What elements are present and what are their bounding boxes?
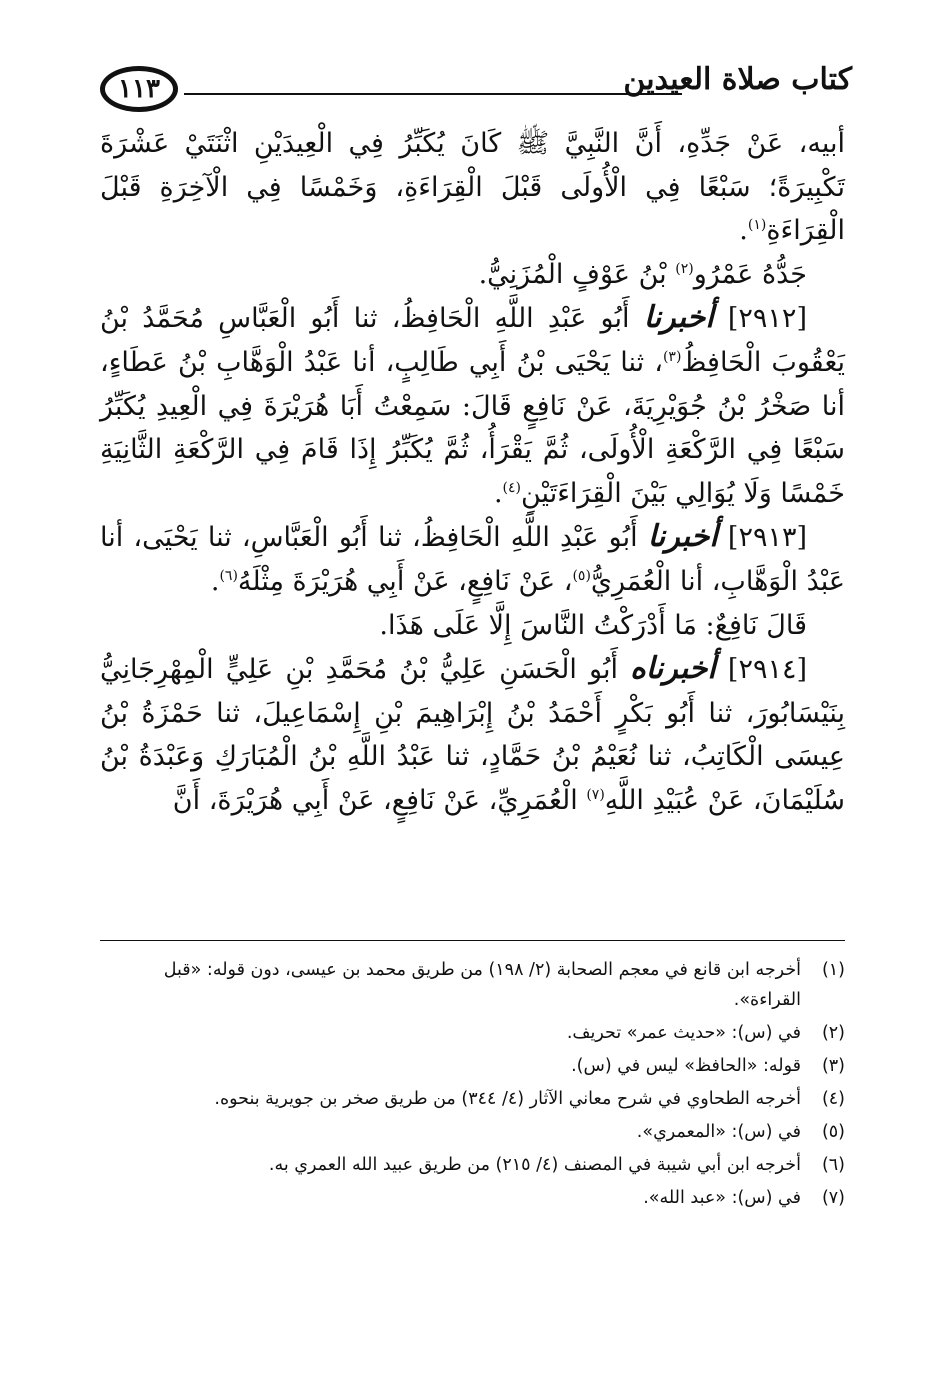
- footnote-text: أخرجه ابن أبي شيبة في المصنف (٤/ ٢١٥) من طريق عبيد الله العمري به.: [268, 1155, 801, 1175]
- footnote-ref-2[interactable]: (٢): [675, 260, 694, 277]
- footnote-ref-1[interactable]: (١): [747, 217, 767, 234]
- header-rule: [184, 93, 682, 95]
- footnote-number: (١): [821, 960, 845, 980]
- footnote-ref-4[interactable]: (٤): [502, 479, 521, 496]
- footnote-number: (٥): [821, 1122, 845, 1142]
- footnote-item: [100, 1117, 845, 1147]
- footnote-text: أخرجه ابن قانع في معجم الصحابة (٢/ ١٩٨) من طريق محمد بن عيسى، دون قوله: «قبل القراءة».: [163, 960, 801, 1010]
- footnote-ref-7[interactable]: (٧): [586, 786, 605, 803]
- transmission-keyword: أخبرنا: [643, 300, 714, 336]
- paragraph-hadith-2913: [٢٩١٣] أخبرنا أَبُو عَبْدِ اللَّهِ الْحَافِظُ، ثنا أَبُو الْعَبَّاسِ، ثنا يَحْيَى، أنا عَبْدُ الْوَهَّابِ، أنا الْعُمَرِيُّ$^{(٥)}$، عَنْ نَافِعٍ، عَنْ أَبِي هُرَيْرَةَ مِثْلَهُ$^{(٦)}$.: [100, 519, 845, 597]
- hadith-number: [٢٩١٣]: [727, 522, 807, 554]
- footnote-ref-3[interactable]: (٣): [662, 348, 682, 365]
- page-number: ١١٣: [100, 66, 178, 112]
- paragraph-hadith-2912: [٢٩١٢] أخبرنا أَبُو عَبْدِ اللَّهِ الْحَافِظُ، ثنا أَبُو الْعَبَّاسِ مُحَمَّدُ بْنُ يَعْقُوبَ الْحَافِظُ$^{(٣)}$، ثنا يَحْيَى بْنُ أَبِي طَالِبٍ، أنا عَبْدُ الْوَهَّابِ بْنُ عَطَاءٍ، أنا صَخْرُ بْنُ جُوَيْرِيَةَ، عَنْ نَافِعٍ قَالَ: سَمِعْتُ أَبَا هُرَيْرَةَ فِي الْعِيدِ يُكَبِّرُ سَبْعًا فِي الرَّكْعَةِ الْأُولَى، ثُمَّ يَقْرَأُ، ثُمَّ يُكَبِّرُ إِذَا قَامَ فِي الرَّكْعَةِ الثَّانِيَةِ خَمْسًا وَلَا يُوَالِي بَيْنَ الْقِرَاءَتَيْنِ$^{(٤)}$.: [100, 300, 845, 509]
- footnote-item: [100, 1183, 845, 1213]
- paragraph-hadith-2914: [٢٩١٤] أخبرناه أَبُو الْحَسَنِ عَلِيُّ بْنُ مُحَمَّدِ بْنِ عَلِيٍّ الْمِهْرِجَانِيُّ بِنَيْسَابُورَ، ثنا أَبُو بَكْرٍ أَحْمَدُ بْنُ إِبْرَاهِيمَ بْنِ إِسْمَاعِيلَ، ثنا حَمْزَةُ بْنُ عِيسَى الْكَاتِبُ، ثنا نُعَيْمُ بْنُ حَمَّادٍ، ثنا عَبْدُ اللَّهِ بْنُ الْمُبَارَكِ وَعَبْدَةُ بْنُ سُلَيْمَانَ، عَنْ عُبَيْدِ اللَّهِ$^{(٧)}$ الْعُمَرِيِّ، عَنْ نَافِعٍ، عَنْ أَبِي هُرَيْرَةَ، أَنَّ: [100, 651, 845, 816]
- running-title: كتاب صلاة العيدين: [623, 62, 852, 97]
- footnotes-section: [100, 955, 845, 1216]
- footnote-item: [100, 1051, 845, 1081]
- footnote-number: (٣): [821, 1056, 845, 1076]
- paragraph-nafi-statement: قَالَ نَافِعٌ: مَا أَدْرَكْتُ النَّاسَ إِلَّا عَلَى هَذَا.: [379, 609, 807, 641]
- footnote-text: قوله: «الحافظ» ليس في (س).: [571, 1056, 801, 1076]
- transmission-keyword: أخبرناه: [630, 651, 716, 687]
- footnote-number: (٦): [821, 1155, 845, 1175]
- footnote-text: في (س): «عبد الله».: [643, 1188, 801, 1208]
- hadith-number: [٢٩١٢]: [727, 303, 807, 335]
- footnote-ref-5[interactable]: (٥): [572, 567, 591, 584]
- page-header: [100, 62, 852, 122]
- footnote-item: [100, 1018, 845, 1048]
- footnote-number: (٤): [821, 1089, 845, 1109]
- paragraph-hadith-continuation: أبيه، عَنْ جَدِّهِ، أَنَّ النَّبِيَّ ﷺ كَانَ يُكَبِّرُ فِي الْعِيدَيْنِ اثْنَتَيْ عَشْرَةَ تَكْبِيرَةً؛ سَبْعًا فِي الْأُولَى قَبْلَ الْقِرَاءَةِ، وَخَمْسًا فِي الْآخِرَةِ قَبْلَ الْقِرَاءَةِ$^{(١)}$.: [100, 128, 845, 247]
- footnote-number: (٢): [821, 1023, 845, 1043]
- footnote-text: أخرجه الطحاوي في شرح معاني الآثار (٤/ ٣٤٤) من طريق صخر بن جويرية بنحوه.: [214, 1089, 801, 1109]
- footnote-ref-6[interactable]: (٦): [219, 567, 238, 584]
- footnote-item: [100, 1084, 845, 1114]
- footnote-text: في (س): «المعمري».: [636, 1122, 801, 1142]
- main-text: [100, 122, 845, 823]
- transmission-keyword: أخبرنا: [647, 519, 718, 555]
- footnote-item: [100, 955, 845, 1015]
- hadith-number: [٢٩١٤]: [727, 654, 807, 686]
- footnote-text: في (س): «حديث عمر» تحريف.: [566, 1023, 801, 1043]
- footnote-item: [100, 1150, 845, 1180]
- footnote-number: (٧): [821, 1188, 845, 1208]
- paragraph-narrator-note: جَدُّهُ عَمْرُو$^{(٢)}$ بْنُ عَوْفٍ الْمُزَنِيُّ.: [478, 258, 807, 290]
- footnote-separator: [100, 940, 845, 941]
